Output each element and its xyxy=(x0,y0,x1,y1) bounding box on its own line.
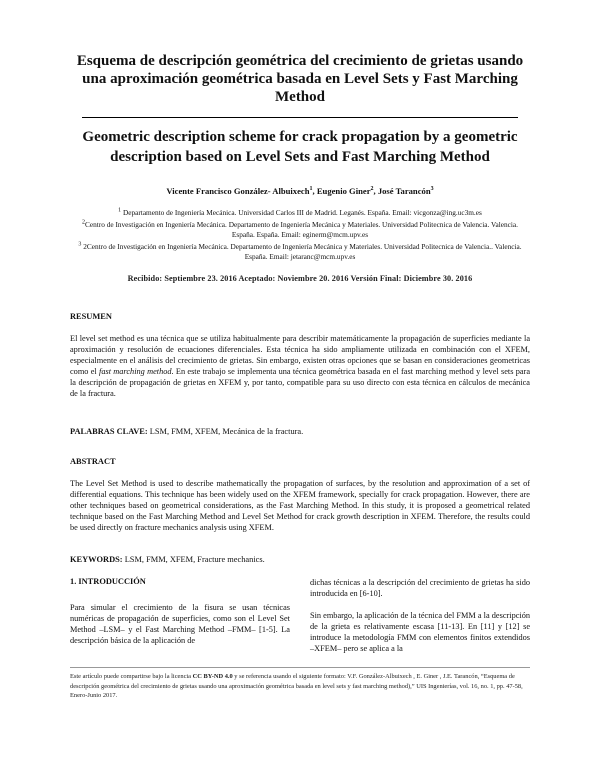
intro-col1-paragraph: Para simular el crecimiento de la fisura se usan técnicas numéricas de propagación de superficies, como son el Level Set Method –LSM– y el Fast Marching Method –FMM– [1-5]. La descripción básica de la aplicación de xyxy=(70,603,290,645)
intro-col2-paragraph-2: Sin embargo, la aplicación de la técnica del FMM a la descripción de la grieta es relativamente escasa [11-13]. En [11] y [12] se introduce la metodología FMM con elementos finitos extendidos –XFEM– pero se aplica a la xyxy=(310,611,530,653)
footnote-divider xyxy=(70,667,530,668)
citation-footnote: Este artículo puede compartirse bajo la licencia CC BY-ND 4.0 y se referencia usando el siguiente formato: V.F. González-Albuixech , E. Giner , J.E. Tarancón, “Esquema de descripción geométrica del crecimiento de grietas usando una aproximación geométrica basada en level sets y fast marching method),” UIS Ingenierías, vol. 16, no. 1, pp. 47-58, Enero-Junio 2017. xyxy=(70,673,523,699)
author-1: Vicente Francisco González- Albuixech xyxy=(166,186,310,196)
palabras-clave: PALABRAS CLAVE: LSM, FMM, XFEM, Mecánica de la fractura. xyxy=(70,427,304,436)
submission-dates: Recibido: Septiembre 23. 2016 Aceptado: Noviembre 20. 2016 Versión Final: Diciembre 30. 2016 xyxy=(127,274,473,283)
authors-line: Vicente Francisco González- Albuixech$^1$, Eugenio Giner$^2$, José Tarancón$^3$ xyxy=(166,186,434,196)
resumen-text: El level set method es una técnica que se utiliza habitualmente para describir matemáticamente la propagación de superficies mediante la aproximación y resolución de ecuaciones diferenciales. Esta técnica ha sido ampliamente utilizada en combinación con el XFEM, especialmente en el análisis del crecimiento de grietas. Sin embargo, existen otras opciones que se basan en consideraciones geometricas como el fast marching method. En este trabajo se implementa una técnica geométrica basada en el fast marching method y level sets para la descripción de propagación de grietas en XFEM y, por tanto, compatible para su uso directo con esta técnica en cálculos de mecánica de la fractura. xyxy=(70,334,530,398)
abstract-text: The Level Set Method is used to describe mathematically the propagation of surfaces, by the resolution and approximation of a set of differential equations. This technique has been widely used on the XFEM framework, specially for crack propagation. However, there are other techniques based on geometrical considerations, as the Fast Marching Method. In this study, it is proposed a geometrical related technique based on the Fast Marching Method and Level Set Method for crack growth description in XFEM. Therefore, the results could be used directly on fracture mechanics analysis using XFEM. xyxy=(70,479,530,532)
affiliation-1: $^1$ Departamento de Ingeniería Mecánica. Universidad Carlos III de Madrid. Leganés. España. Email: vicgonza@ing.uc3m.es xyxy=(118,207,482,217)
resumen-heading: RESUMEN xyxy=(70,312,112,321)
affiliation-2: $^2$Centro de Investigación en Ingeniería Mecánica. Departamento de Ingeniería Mecánica y Materiales. Universidad Politecnica de Valencia. Valencia. España. España. Email: eginerm@mcm.upv.es xyxy=(82,219,518,239)
author-2: Eugenio Giner xyxy=(316,186,371,196)
intro-col2-paragraph-1: dichas técnicas a la descripción del crecimiento de grietas ha sido introducida en [6-10]. xyxy=(310,578,530,598)
author-3: José Tarancón xyxy=(377,186,431,196)
intro-heading: 1. INTRODUCCIÓN xyxy=(70,577,146,586)
spanish-title: Esquema de descripción geométrica del crecimiento de grietas usando una aproximación geométrica basada en Level Sets y Fast Marching Method xyxy=(76,53,524,105)
keywords: KEYWORDS: LSM, FMM, XFEM, Fracture mechanics. xyxy=(70,555,265,564)
abstract-heading: ABSTRACT xyxy=(70,457,116,466)
affiliation-3: $^3$ 2Centro de Investigación en Ingeniería Mecánica. Departamento de Ingeniería Mecánica y Materiales. Universidad Politecnica de Valencia.. Valencia. España. Email: jetaranc@mcm.upv.es xyxy=(78,241,522,261)
title-divider xyxy=(82,117,518,118)
english-title: Geometric description scheme for crack propagation by a geometric description based on Level Sets and Fast Marching Method xyxy=(82,129,518,165)
